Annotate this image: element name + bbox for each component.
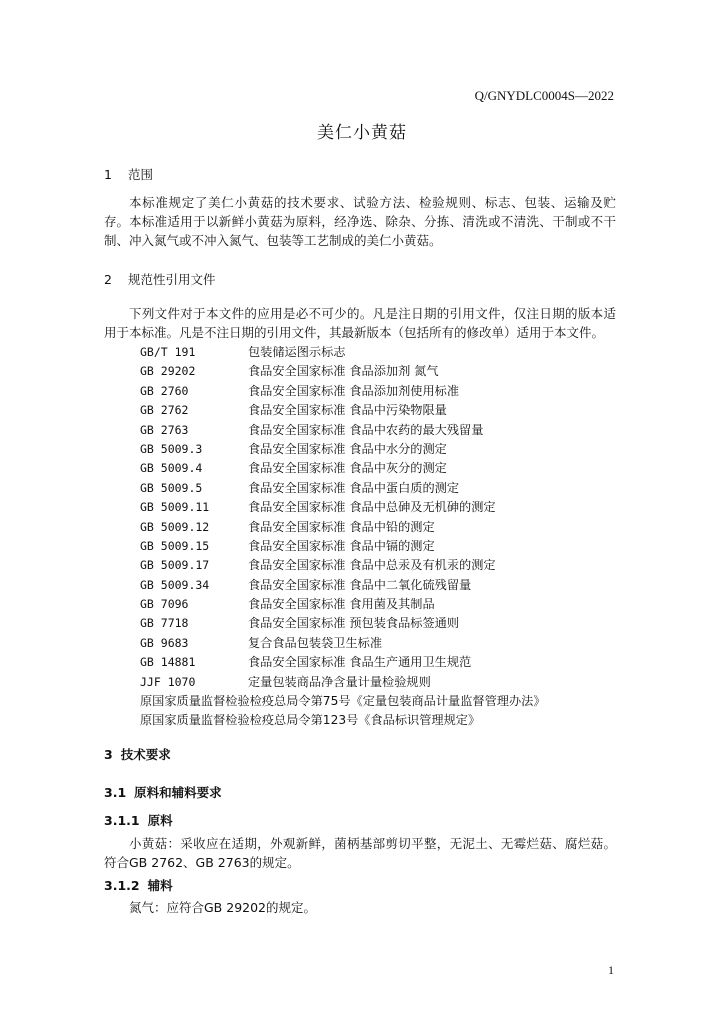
section-3-heading bbox=[104, 745, 171, 763]
reference-code: GB 29202 bbox=[140, 364, 196, 379]
reference-item bbox=[140, 421, 546, 440]
reference-item bbox=[140, 498, 546, 517]
standard-code: Q/GNYDLC0004S—2022 bbox=[474, 88, 614, 103]
reference-name: 食品安全国家标准 预包装食品标签通则 bbox=[248, 616, 460, 631]
subsection-3-1-1-heading bbox=[104, 811, 173, 829]
reference-item bbox=[140, 556, 546, 575]
reference-item bbox=[140, 595, 546, 614]
reference-code: GB 5009.15 bbox=[140, 538, 210, 553]
section-title: 规范性引用文件 bbox=[128, 272, 216, 287]
reference-item bbox=[140, 343, 546, 362]
reference-order-text: 原国家质量监督检验检疫总局令第123号《食品标识管理规定》 bbox=[140, 713, 481, 728]
reference-name: 复合食品包装袋卫生标准 bbox=[248, 635, 383, 650]
auxiliary-material-paragraph: 氮气：应符合GB 29202的规定。 bbox=[129, 900, 316, 915]
reference-item bbox=[140, 479, 546, 498]
subsection-3-1-heading bbox=[104, 783, 222, 801]
reference-code: GB 2762 bbox=[140, 403, 189, 418]
reference-code: GB 5009.34 bbox=[140, 577, 210, 592]
reference-item bbox=[140, 537, 546, 556]
reference-item bbox=[140, 634, 546, 653]
reference-name: 食品安全国家标准 食品中灰分的测定 bbox=[248, 461, 447, 476]
reference-list bbox=[140, 343, 546, 731]
reference-name: 食品安全国家标准 食品中镉的测定 bbox=[248, 538, 435, 553]
reference-name: 食品安全国家标准 食品中农药的最大残留量 bbox=[248, 422, 484, 437]
section-1-paragraph-2: 本标准适用于以新鲜小黄菇为原料，经净选、除杂、分拣、清洗或不清洗、干制或不干制、冲入氮气或不冲入氮气、包装等工艺制成的美仁小黄菇。 bbox=[104, 214, 616, 248]
reference-item bbox=[140, 362, 546, 381]
subsection-title: 原料 bbox=[147, 813, 173, 828]
reference-name: 定量包装商品净含量计量检验规则 bbox=[248, 674, 431, 689]
reference-code: JJF 1070 bbox=[140, 674, 196, 689]
reference-item bbox=[140, 382, 546, 401]
reference-order-text: 原国家质量监督检验检疫总局令第75号《定量包装商品计量监督管理办法》 bbox=[140, 694, 546, 709]
reference-item bbox=[140, 518, 546, 537]
reference-name: 食品安全国家标准 食品添加剂 氮气 bbox=[248, 364, 439, 379]
reference-code: GB 5009.12 bbox=[140, 519, 210, 534]
reference-code: GB 7096 bbox=[140, 597, 189, 612]
reference-code: GB 5009.4 bbox=[140, 461, 203, 476]
reference-code: GB 14881 bbox=[140, 655, 196, 670]
document-title: 美仁小黄菇 bbox=[317, 123, 407, 143]
reference-code: GB 5009.11 bbox=[140, 500, 210, 515]
reference-item bbox=[140, 673, 546, 692]
reference-code: GB 5009.3 bbox=[140, 441, 203, 456]
reference-name: 食品安全国家标准 食品中铅的测定 bbox=[248, 519, 435, 534]
reference-code: GB 5009.17 bbox=[140, 558, 210, 573]
reference-name: 食品安全国家标准 食品中二氧化硫残留量 bbox=[248, 577, 472, 592]
section-2-intro: 下列文件对于本文件的应用是必不可少的。凡是注日期的引用文件，仅注日期的版本适用于本标准。凡是不注日期的引用文件，其最新版本（包括所有的修改单）适用于本文件。 bbox=[104, 306, 616, 340]
reference-code: GB 5009.5 bbox=[140, 480, 203, 495]
reference-name: 食品安全国家标准 食品中污染物限量 bbox=[248, 403, 447, 418]
reference-name: 食品安全国家标准 食用菌及其制品 bbox=[248, 597, 435, 612]
reference-code: GB 9683 bbox=[140, 635, 189, 650]
section-number: 1 bbox=[104, 167, 112, 182]
section-number: 2 bbox=[104, 272, 112, 287]
reference-code: GB/T 191 bbox=[140, 345, 196, 359]
reference-item bbox=[140, 459, 546, 478]
subsection-title: 辅料 bbox=[147, 878, 173, 893]
reference-code: GB 7718 bbox=[140, 616, 189, 631]
subsection-number: 3.1.2 bbox=[104, 878, 140, 893]
section-title: 技术要求 bbox=[120, 747, 171, 762]
section-1-paragraph-1: 本标准规定了美仁小黄菇的技术要求、试验方法、检验规则、标志、包装、运输及贮存。 bbox=[104, 195, 616, 229]
subsection-title: 原料和辅料要求 bbox=[134, 785, 222, 800]
section-2-heading bbox=[104, 270, 216, 288]
reference-name: 食品安全国家标准 食品生产通用卫生规范 bbox=[248, 655, 472, 670]
section-title: 范围 bbox=[128, 167, 154, 182]
page-number: 1 bbox=[608, 963, 614, 977]
subsection-number: 3.1.1 bbox=[104, 813, 140, 828]
reference-item bbox=[140, 576, 546, 595]
reference-name: 食品安全国家标准 食品添加剂使用标准 bbox=[248, 383, 460, 398]
reference-name: 包装储运图示标志 bbox=[248, 345, 346, 359]
subsection-number: 3.1 bbox=[104, 785, 127, 800]
section-number: 3 bbox=[104, 747, 113, 762]
reference-item bbox=[140, 614, 546, 633]
raw-material-paragraph: 小黄菇：采收应在适期，外观新鲜，菌柄基部剪切平整，无泥土、无霉烂菇、腐烂菇。符合GB 2762、GB 2763的规定。 bbox=[104, 836, 616, 870]
reference-code: GB 2763 bbox=[140, 422, 189, 437]
reference-code: GB 2760 bbox=[140, 383, 189, 398]
reference-item bbox=[140, 440, 546, 459]
reference-item bbox=[140, 653, 546, 672]
subsection-3-1-2-heading bbox=[104, 876, 173, 894]
reference-name: 食品安全国家标准 食品中蛋白质的测定 bbox=[248, 480, 460, 495]
reference-name: 食品安全国家标准 食品中总砷及无机砷的测定 bbox=[248, 500, 496, 515]
reference-name: 食品安全国家标准 食品中水分的测定 bbox=[248, 441, 447, 456]
reference-item bbox=[140, 401, 546, 420]
reference-item-order bbox=[140, 711, 546, 730]
reference-name: 食品安全国家标准 食品中总汞及有机汞的测定 bbox=[248, 558, 496, 573]
section-1-heading bbox=[104, 165, 153, 183]
reference-item-order bbox=[140, 692, 546, 711]
